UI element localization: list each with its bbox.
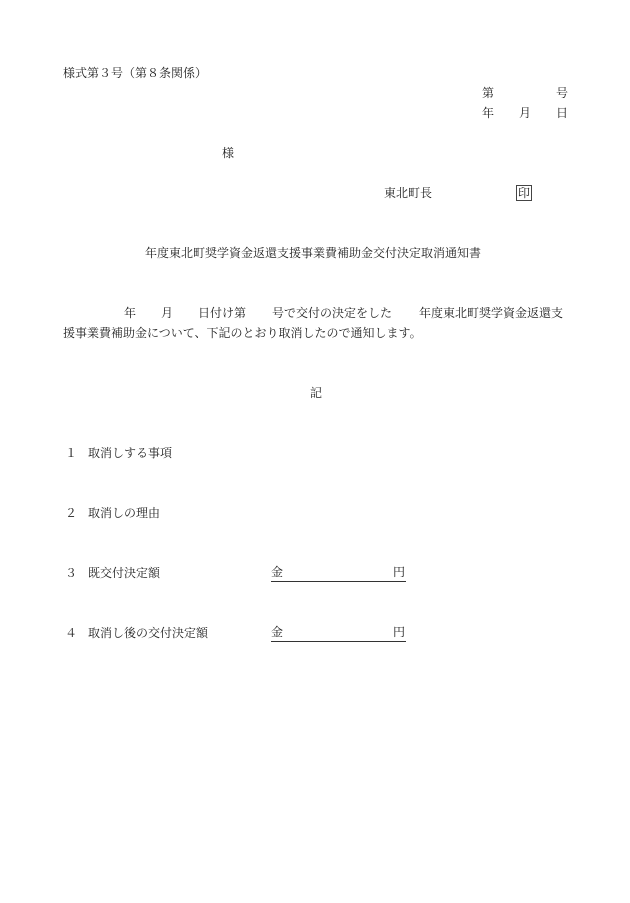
date-month: 月: [519, 106, 532, 120]
item-3-label: 既交付決定額: [88, 566, 161, 580]
doc-number-prefix: 第: [482, 86, 495, 100]
seal-mark: [516, 185, 532, 201]
item-1-label: 取消しする事項: [88, 446, 173, 460]
item-3-amount-field: [271, 565, 406, 582]
body-rest: 年度東北町奨学資金返還支: [419, 306, 564, 320]
form-label: 様式第３号（第８条関係）: [63, 66, 208, 80]
item-3-number: ３: [65, 566, 78, 580]
body-day-number: 日付け第: [198, 306, 247, 320]
item-4-number: ４: [65, 626, 78, 640]
doc-number-suffix: 号: [556, 86, 569, 100]
issuer-title: 東北町長: [384, 186, 433, 200]
item-4-amount-prefix: 金: [271, 625, 284, 639]
document-title: 年度東北町奨学資金返還支援事業費補助金交付決定取消通知書: [145, 246, 482, 260]
item-1-number: １: [65, 446, 78, 460]
item-2-number: ２: [65, 506, 78, 520]
date-day: 日: [556, 106, 569, 120]
addressee-suffix: 様: [222, 146, 235, 160]
item-4-amount-suffix: 円: [392, 625, 405, 639]
item-3-amount-prefix: 金: [271, 565, 284, 579]
item-4-amount-field: [271, 625, 406, 642]
body-year: 年: [124, 306, 137, 320]
seal-icon: 印: [518, 186, 531, 200]
date-year: 年: [482, 106, 495, 120]
ki-heading: 記: [310, 386, 323, 400]
body-line2: 援事業費補助金について、下記のとおり取消したので通知します。: [63, 326, 422, 340]
body-month: 月: [161, 306, 174, 320]
item-3-amount-suffix: 円: [392, 565, 405, 579]
item-4-label: 取消し後の交付決定額: [88, 626, 209, 640]
item-2-label: 取消しの理由: [88, 506, 161, 520]
body-go: 号で交付の決定をした: [272, 306, 393, 320]
